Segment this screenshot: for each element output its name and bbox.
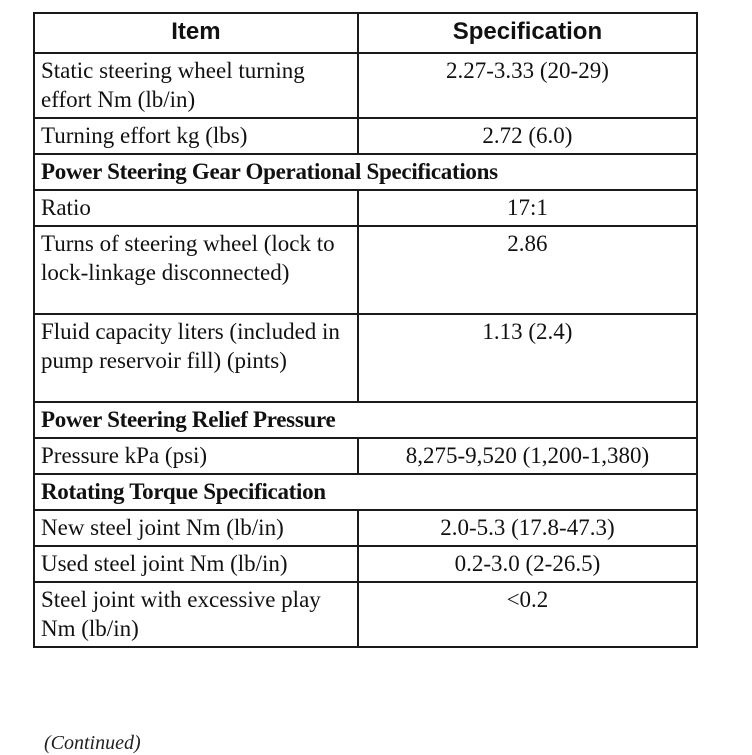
table-row	[34, 53, 697, 118]
item-cell: Turning effort kg (lbs)	[34, 118, 358, 154]
item-cell: Fluid capacity liters (included in pump reservoir fill) (pints)	[34, 314, 358, 402]
section-heading-gear: Power Steering Gear Operational Specifications	[34, 154, 697, 190]
table-row	[34, 546, 697, 582]
table-row	[34, 190, 697, 226]
spec-cell: 1.13 (2.4)	[358, 314, 697, 402]
section-heading-torque: Rotating Torque Specification	[34, 474, 697, 510]
spec-cell: 2.27-3.33 (20-29)	[358, 53, 697, 118]
table-row	[34, 438, 697, 474]
table-row	[34, 510, 697, 546]
item-cell: Used steel joint Nm (lb/in)	[34, 546, 358, 582]
spec-cell: 2.86	[358, 226, 697, 314]
specification-table	[33, 12, 698, 648]
item-cell: Static steering wheel turning effort Nm (lb/in)	[34, 53, 358, 118]
section-row	[34, 154, 697, 190]
header-specification: Specification	[358, 13, 697, 53]
section-row	[34, 474, 697, 510]
item-cell: New steel joint Nm (lb/in)	[34, 510, 358, 546]
continued-note: (Continued)	[44, 732, 141, 754]
table-row	[34, 226, 697, 314]
item-cell: Steel joint with excessive play Nm (lb/in)	[34, 582, 358, 647]
spec-cell: 2.72 (6.0)	[358, 118, 697, 154]
item-cell: Ratio	[34, 190, 358, 226]
spec-cell: 8,275-9,520 (1,200-1,380)	[358, 438, 697, 474]
spec-cell: 2.0-5.3 (17.8-47.3)	[358, 510, 697, 546]
table-row	[34, 314, 697, 402]
header-item: Item	[34, 13, 358, 53]
table-row	[34, 118, 697, 154]
item-cell: Turns of steering wheel (lock to lock-linkage disconnected)	[34, 226, 358, 314]
item-cell: Pressure kPa (psi)	[34, 438, 358, 474]
section-row	[34, 402, 697, 438]
spec-cell: <0.2	[358, 582, 697, 647]
section-heading-relief: Power Steering Relief Pressure	[34, 402, 697, 438]
spec-cell: 17:1	[358, 190, 697, 226]
table-header-row	[34, 13, 697, 53]
spec-cell: 0.2-3.0 (2-26.5)	[358, 546, 697, 582]
table-row	[34, 582, 697, 647]
